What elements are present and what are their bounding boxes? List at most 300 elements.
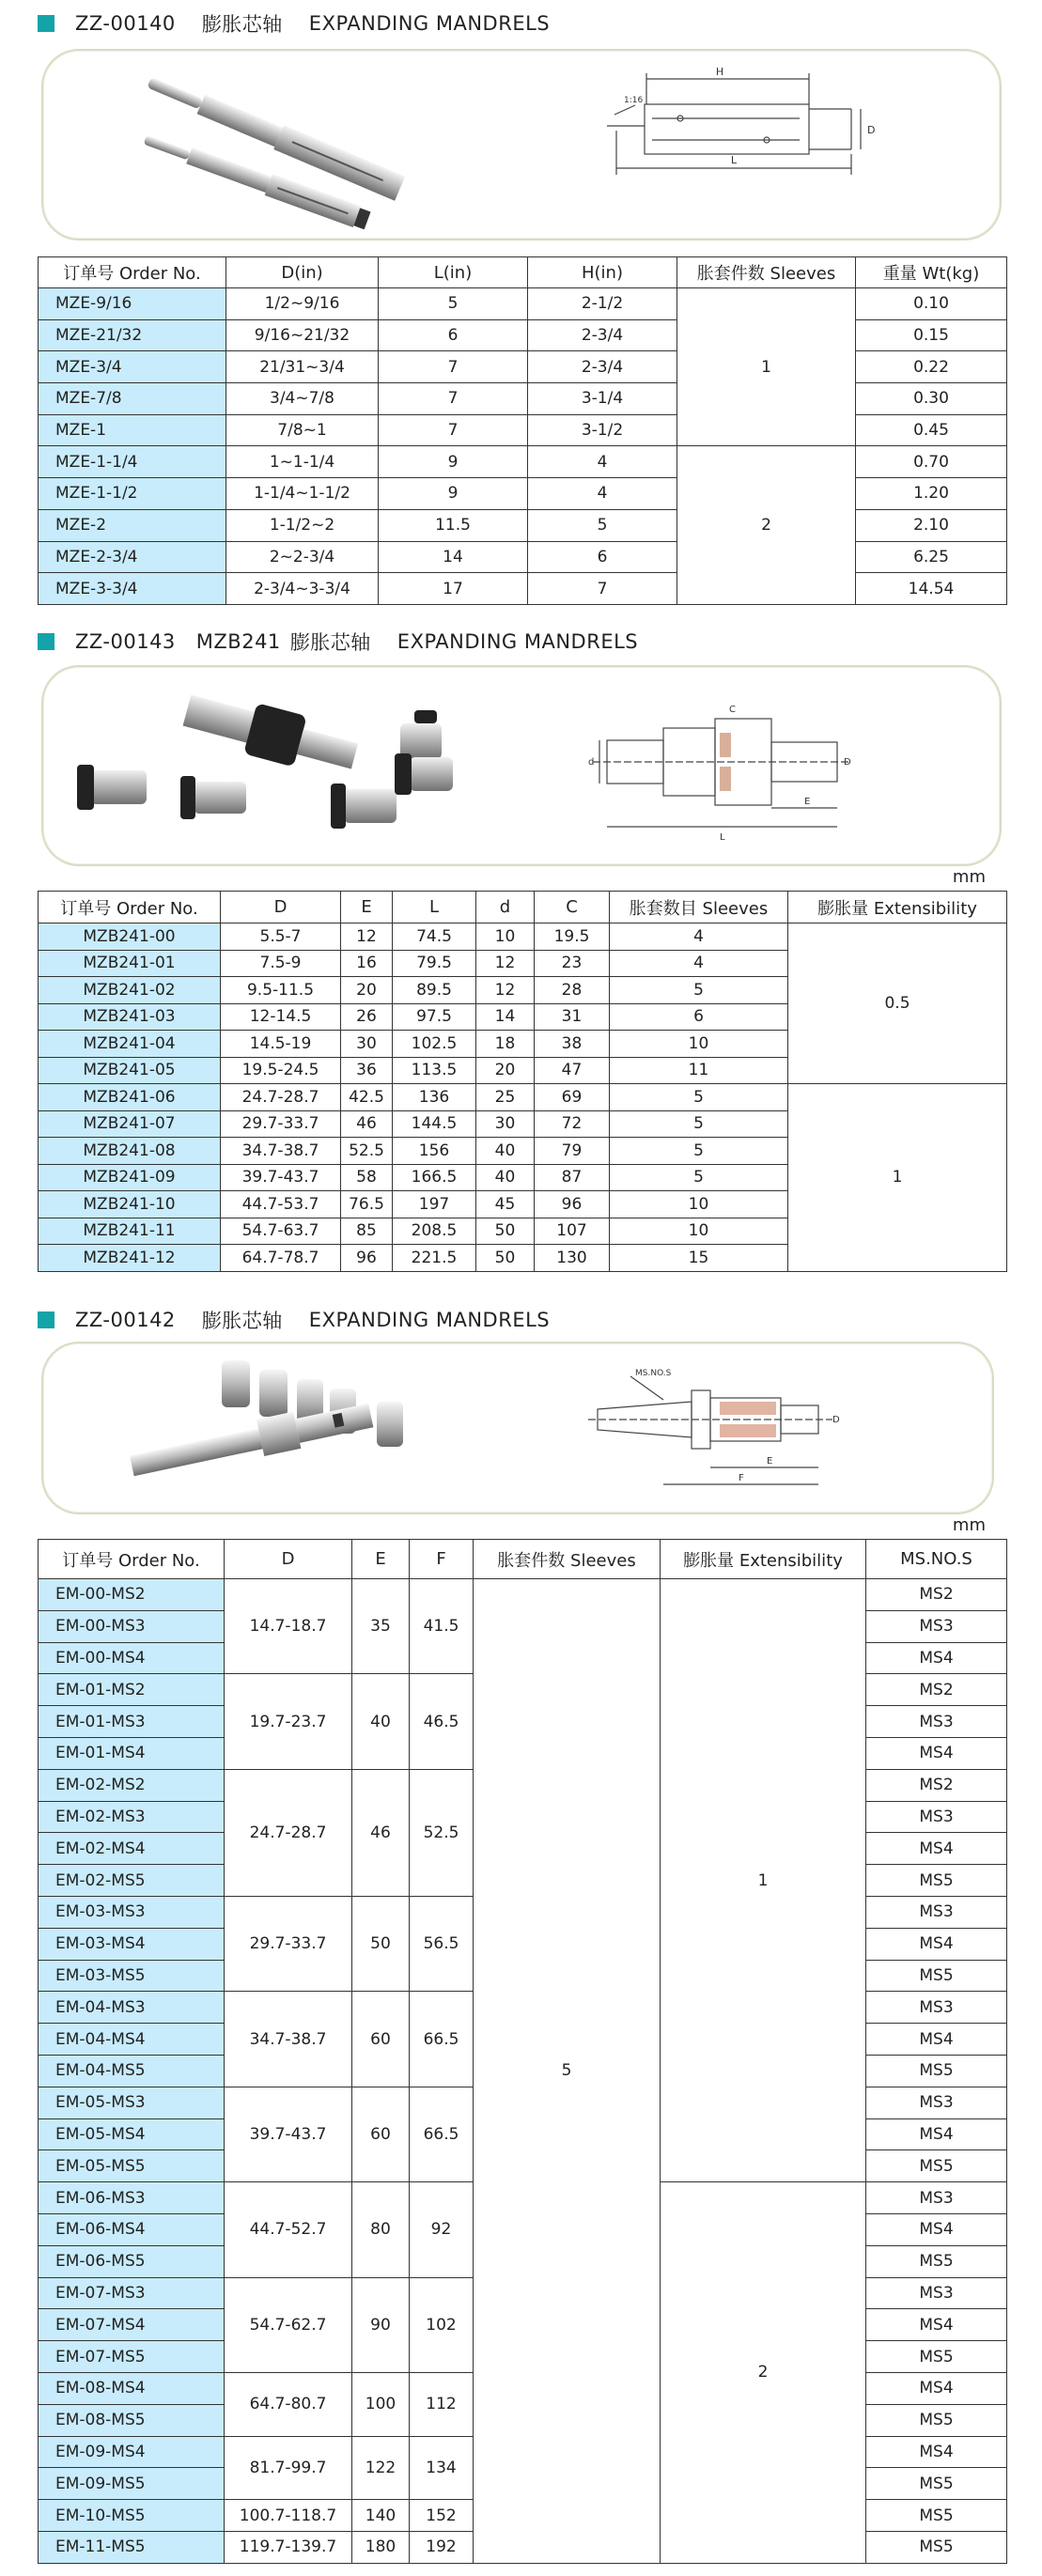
dim-label-ms: MS.NO.S: [635, 1369, 672, 1378]
extensibility-cell: 0.5: [788, 923, 1007, 1084]
ms-no-cell: MS5: [866, 2055, 1007, 2087]
e-cell: 35: [352, 1579, 410, 1674]
small-d-cell: 18: [476, 1031, 535, 1058]
e-cell: 96: [341, 1245, 393, 1272]
order-no-cell: EM-06-MS4: [39, 2213, 225, 2245]
technical-drawing-mandrel: [579, 51, 973, 239]
l-cell: 5: [379, 288, 528, 320]
c-cell: 19.5: [535, 923, 610, 951]
product-panel-zz00142: [41, 1342, 994, 1514]
l-cell: 6: [379, 319, 528, 351]
small-d-cell: 30: [476, 1110, 535, 1138]
sleeves-cell: 5: [610, 1138, 788, 1165]
order-no-cell: EM-05-MS3: [39, 2087, 225, 2118]
l-cell: 9: [379, 446, 528, 478]
d-cell: 29.7-33.7: [221, 1110, 341, 1138]
l-cell: 102.5: [393, 1031, 476, 1058]
order-no-cell: EM-00-MS2: [39, 1579, 225, 1611]
d-cell: 54.7-63.7: [221, 1218, 341, 1245]
d-cell: 24.7-28.7: [221, 1084, 341, 1111]
table-row: [39, 1579, 1007, 1611]
small-d-cell: 10: [476, 923, 535, 951]
extensibility-cell: 1: [661, 1579, 866, 2182]
table-row: [39, 478, 1007, 510]
d-cell: 14.5-19: [221, 1031, 341, 1058]
f-cell: 192: [410, 2531, 474, 2563]
header-ms-no: MS.NO.S: [866, 1540, 1007, 1579]
product-photo-mzb241-set: [43, 667, 569, 864]
d-cell: 3/4~7/8: [226, 383, 379, 415]
ms-no-cell: MS5: [866, 2500, 1007, 2532]
header-e: E: [352, 1540, 410, 1579]
sleeves-cell: 4: [610, 923, 788, 951]
ms-no-cell: MS3: [866, 2087, 1007, 2118]
order-no-cell: MZB241-04: [39, 1031, 221, 1058]
h-cell: 2-3/4: [528, 351, 677, 383]
dim-label-c: C: [729, 705, 736, 715]
table-row: [39, 288, 1007, 320]
c-cell: 28: [535, 977, 610, 1004]
technical-drawing-mzb241: [579, 667, 973, 864]
ms-no-cell: MS3: [866, 1706, 1007, 1738]
l-cell: 14: [379, 541, 528, 573]
header-extensibility: 膨胀量 Extensibility: [788, 892, 1007, 923]
order-no-cell: EM-04-MS3: [39, 1992, 225, 2024]
c-cell: 79: [535, 1138, 610, 1165]
ms-no-cell: MS4: [866, 2309, 1007, 2341]
header-d: D: [221, 892, 341, 923]
l-cell: 9: [379, 478, 528, 510]
dim-label-d: D: [867, 124, 876, 136]
section-code: ZZ-00142: [75, 1309, 176, 1331]
weight-cell: 0.22: [856, 351, 1007, 383]
h-cell: 7: [528, 573, 677, 605]
dim-label-taper: 1:16: [624, 96, 644, 105]
d-cell: 24.7-28.7: [225, 1769, 352, 1896]
d-cell: 54.7-62.7: [225, 2277, 352, 2372]
header-l: L(in): [379, 257, 528, 288]
d-cell: 34.7-38.7: [221, 1138, 341, 1165]
header-d: D(in): [226, 257, 379, 288]
h-cell: 4: [528, 446, 677, 478]
sleeves-cell: 2: [677, 446, 856, 604]
header-sleeves: 胀套件数 Sleeves: [474, 1540, 661, 1579]
order-no-cell: EM-01-MS3: [39, 1706, 225, 1738]
d-cell: 64.7-78.7: [221, 1245, 341, 1272]
ms-no-cell: MS5: [866, 2341, 1007, 2373]
ms-no-cell: MS2: [866, 1674, 1007, 1706]
header-d: D: [225, 1540, 352, 1579]
f-cell: 66.5: [410, 1992, 474, 2087]
order-no-cell: EM-03-MS4: [39, 1928, 225, 1960]
order-no-cell: MZB241-11: [39, 1218, 221, 1245]
table-row: [39, 414, 1007, 446]
weight-cell: 2.10: [856, 509, 1007, 541]
e-cell: 50: [352, 1896, 410, 1991]
f-cell: 152: [410, 2500, 474, 2532]
f-cell: 56.5: [410, 1896, 474, 1991]
ms-no-cell: MS3: [866, 2277, 1007, 2309]
header-e: E: [341, 892, 393, 923]
l-cell: 144.5: [393, 1110, 476, 1138]
ms-no-cell: MS3: [866, 2182, 1007, 2214]
e-cell: 122: [352, 2436, 410, 2500]
order-no-cell: MZB241-07: [39, 1110, 221, 1138]
order-no-cell: MZE-7/8: [39, 383, 226, 415]
f-cell: 134: [410, 2436, 474, 2500]
ms-no-cell: MS3: [866, 1801, 1007, 1833]
e-cell: 40: [352, 1674, 410, 1769]
d-cell: 7/8~1: [226, 414, 379, 446]
small-d-cell: 12: [476, 950, 535, 977]
l-cell: 79.5: [393, 950, 476, 977]
order-no-cell: MZE-3/4: [39, 351, 226, 383]
sleeves-cell: 5: [610, 977, 788, 1004]
header-order-no: 订单号 Order No.: [39, 1540, 225, 1579]
l-cell: 17: [379, 573, 528, 605]
table-header-row: [39, 1540, 1007, 1579]
small-d-cell: 50: [476, 1218, 535, 1245]
order-no-cell: EM-00-MS4: [39, 1642, 225, 1674]
f-cell: 112: [410, 2372, 474, 2436]
order-no-cell: MZE-1: [39, 414, 226, 446]
c-cell: 107: [535, 1218, 610, 1245]
header-f: F: [410, 1540, 474, 1579]
h-cell: 6: [528, 541, 677, 573]
order-no-cell: MZE-3-3/4: [39, 573, 226, 605]
ms-no-cell: MS4: [866, 1737, 1007, 1769]
order-no-cell: EM-03-MS3: [39, 1896, 225, 1928]
order-no-cell: MZB241-06: [39, 1084, 221, 1111]
dim-label-f: F: [739, 1473, 744, 1483]
order-no-cell: EM-02-MS5: [39, 1865, 225, 1897]
order-no-cell: EM-09-MS4: [39, 2436, 225, 2468]
d-cell: 64.7-80.7: [225, 2372, 352, 2436]
e-cell: 60: [352, 1992, 410, 2087]
e-cell: 58: [341, 1164, 393, 1191]
h-cell: 2-3/4: [528, 319, 677, 351]
order-no-cell: MZE-2-3/4: [39, 541, 226, 573]
section-marker-icon: [38, 1311, 54, 1328]
ms-no-cell: MS5: [866, 1865, 1007, 1897]
order-no-cell: EM-02-MS3: [39, 1801, 225, 1833]
section-marker-icon: [38, 15, 54, 32]
c-cell: 31: [535, 1003, 610, 1031]
c-cell: 47: [535, 1057, 610, 1084]
dim-label-e: E: [767, 1456, 773, 1466]
section-name-cn: 膨胀芯轴: [289, 631, 371, 654]
l-cell: 136: [393, 1084, 476, 1111]
dim-label-e: E: [804, 797, 811, 807]
small-d-cell: 40: [476, 1164, 535, 1191]
d-cell: 29.7-33.7: [225, 1896, 352, 1991]
order-no-cell: MZE-21/32: [39, 319, 226, 351]
sleeves-cell: 10: [610, 1218, 788, 1245]
table-row: [39, 541, 1007, 573]
e-cell: 85: [341, 1218, 393, 1245]
order-no-cell: EM-07-MS4: [39, 2309, 225, 2341]
section-name-cn: 膨胀芯轴: [201, 13, 283, 36]
h-cell: 2-1/2: [528, 288, 677, 320]
d-cell: 44.7-53.7: [221, 1191, 341, 1218]
order-no-cell: MZB241-01: [39, 950, 221, 977]
l-cell: 74.5: [393, 923, 476, 951]
l-cell: 156: [393, 1138, 476, 1165]
d-cell: 81.7-99.7: [225, 2436, 352, 2500]
section-model: MZB241: [195, 630, 281, 653]
ms-no-cell: MS3: [866, 1992, 1007, 2024]
ms-no-cell: MS3: [866, 1610, 1007, 1642]
e-cell: 52.5: [341, 1138, 393, 1165]
order-no-cell: EM-08-MS4: [39, 2372, 225, 2404]
d-cell: 7.5-9: [221, 950, 341, 977]
d-cell: 39.7-43.7: [221, 1164, 341, 1191]
sleeves-cell: 5: [474, 1579, 661, 2564]
order-no-cell: EM-04-MS5: [39, 2055, 225, 2087]
section-name-en: EXPANDING MANDRELS: [397, 630, 639, 653]
weight-cell: 0.30: [856, 383, 1007, 415]
section-name-en: EXPANDING MANDRELS: [308, 1309, 551, 1331]
ms-no-cell: MS4: [866, 2024, 1007, 2056]
l-cell: 113.5: [393, 1057, 476, 1084]
section-title-zz00142: [38, 1306, 550, 1334]
ms-no-cell: MS4: [866, 2118, 1007, 2150]
d-cell: 44.7-52.7: [225, 2182, 352, 2277]
d-cell: 19.7-23.7: [225, 1674, 352, 1769]
e-cell: 20: [341, 977, 393, 1004]
ms-no-cell: MS5: [866, 1960, 1007, 1992]
l-cell: 166.5: [393, 1164, 476, 1191]
h-cell: 3-1/4: [528, 383, 677, 415]
ms-no-cell: MS4: [866, 2372, 1007, 2404]
product-photo-em-mandrel: [43, 1343, 569, 1513]
header-small-d: d: [476, 892, 535, 923]
d-cell: 12-14.5: [221, 1003, 341, 1031]
e-cell: 36: [341, 1057, 393, 1084]
e-cell: 80: [352, 2182, 410, 2277]
dim-label-l: L: [730, 154, 738, 166]
f-cell: 52.5: [410, 1769, 474, 1896]
order-no-cell: MZB241-09: [39, 1164, 221, 1191]
weight-cell: 0.70: [856, 446, 1007, 478]
table-row: [39, 319, 1007, 351]
header-sleeves: 胀套件数 Sleeves: [677, 257, 856, 288]
sleeves-cell: 6: [610, 1003, 788, 1031]
small-d-cell: 40: [476, 1138, 535, 1165]
header-weight: 重量 Wt(kg): [856, 257, 1007, 288]
e-cell: 12: [341, 923, 393, 951]
header-sleeves: 胀套数目 Sleeves: [610, 892, 788, 923]
c-cell: 69: [535, 1084, 610, 1111]
e-cell: 76.5: [341, 1191, 393, 1218]
l-cell: 208.5: [393, 1218, 476, 1245]
section-title-zz00140: [38, 9, 550, 38]
f-cell: 46.5: [410, 1674, 474, 1769]
section-title-zz00143: [38, 628, 638, 656]
e-cell: 16: [341, 950, 393, 977]
ms-no-cell: MS3: [866, 1896, 1007, 1928]
h-cell: 4: [528, 478, 677, 510]
l-cell: 7: [379, 414, 528, 446]
weight-cell: 0.45: [856, 414, 1007, 446]
c-cell: 96: [535, 1191, 610, 1218]
order-no-cell: EM-00-MS3: [39, 1610, 225, 1642]
weight-cell: 14.54: [856, 573, 1007, 605]
l-cell: 7: [379, 351, 528, 383]
technical-drawing-em: [569, 1343, 964, 1513]
order-no-cell: EM-10-MS5: [39, 2500, 225, 2532]
table-header-row: [39, 257, 1007, 288]
order-no-cell: MZE-1-1/4: [39, 446, 226, 478]
order-no-cell: EM-08-MS5: [39, 2404, 225, 2436]
order-no-cell: MZE-9/16: [39, 288, 226, 320]
d-cell: 19.5-24.5: [221, 1057, 341, 1084]
d-cell: 9/16~21/32: [226, 319, 379, 351]
ms-no-cell: MS4: [866, 2213, 1007, 2245]
order-no-cell: EM-04-MS4: [39, 2024, 225, 2056]
l-cell: 7: [379, 383, 528, 415]
d-cell: 9.5-11.5: [221, 977, 341, 1004]
order-no-cell: EM-06-MS3: [39, 2182, 225, 2214]
ms-no-cell: MS4: [866, 1642, 1007, 1674]
ms-no-cell: MS2: [866, 1579, 1007, 1611]
order-no-cell: MZB241-12: [39, 1245, 221, 1272]
header-c: C: [535, 892, 610, 923]
order-no-cell: EM-06-MS5: [39, 2245, 225, 2277]
section-code: ZZ-00143: [75, 630, 176, 653]
f-cell: 102: [410, 2277, 474, 2372]
l-cell: 221.5: [393, 1245, 476, 1272]
order-no-cell: MZB241-08: [39, 1138, 221, 1165]
l-cell: 97.5: [393, 1003, 476, 1031]
spec-table-zz00140: [38, 256, 1007, 605]
d-cell: 2-3/4~3-3/4: [226, 573, 379, 605]
e-cell: 90: [352, 2277, 410, 2372]
c-cell: 130: [535, 1245, 610, 1272]
weight-cell: 0.15: [856, 319, 1007, 351]
header-order-no: 订单号 Order No.: [39, 257, 226, 288]
l-cell: 197: [393, 1191, 476, 1218]
spec-table-zz00142: [38, 1539, 1007, 2564]
order-no-cell: EM-11-MS5: [39, 2531, 225, 2563]
table-row: [39, 1084, 1007, 1111]
table-row: [39, 446, 1007, 478]
e-cell: 100: [352, 2372, 410, 2436]
order-no-cell: MZB241-03: [39, 1003, 221, 1031]
weight-cell: 0.10: [856, 288, 1007, 320]
order-no-cell: MZE-2: [39, 509, 226, 541]
d-cell: 39.7-43.7: [225, 2087, 352, 2181]
product-panel-zz00140: [41, 49, 1002, 241]
sleeves-cell: 5: [610, 1084, 788, 1111]
table-row: [39, 383, 1007, 415]
section-name-en: EXPANDING MANDRELS: [308, 12, 551, 35]
ms-no-cell: MS5: [866, 2404, 1007, 2436]
sleeves-cell: 10: [610, 1191, 788, 1218]
d-cell: 2~2-3/4: [226, 541, 379, 573]
weight-cell: 6.25: [856, 541, 1007, 573]
small-d-cell: 45: [476, 1191, 535, 1218]
header-order-no: 订单号 Order No.: [39, 892, 221, 923]
order-no-cell: EM-01-MS2: [39, 1674, 225, 1706]
spec-table-zz00143: [38, 891, 1007, 1272]
order-no-cell: EM-09-MS5: [39, 2468, 225, 2500]
sleeves-cell: 11: [610, 1057, 788, 1084]
unit-label: mm: [952, 867, 986, 887]
dim-label-big-d: D: [844, 757, 851, 768]
f-cell: 92: [410, 2182, 474, 2277]
ms-no-cell: MS4: [866, 1928, 1007, 1960]
d-cell: 1-1/4~1-1/2: [226, 478, 379, 510]
sleeves-cell: 10: [610, 1031, 788, 1058]
sleeves-cell: 1: [677, 288, 856, 446]
sleeves-cell: 4: [610, 950, 788, 977]
table-row: [39, 573, 1007, 605]
order-no-cell: MZB241-00: [39, 923, 221, 951]
small-d-cell: 20: [476, 1057, 535, 1084]
header-h: H(in): [528, 257, 677, 288]
c-cell: 87: [535, 1164, 610, 1191]
ms-no-cell: MS5: [866, 2245, 1007, 2277]
e-cell: 46: [352, 1769, 410, 1896]
c-cell: 23: [535, 950, 610, 977]
order-no-cell: MZB241-05: [39, 1057, 221, 1084]
c-cell: 72: [535, 1110, 610, 1138]
ms-no-cell: MS4: [866, 2436, 1007, 2468]
extensibility-cell: 2: [661, 2182, 866, 2564]
sleeves-cell: 5: [610, 1164, 788, 1191]
h-cell: 3-1/2: [528, 414, 677, 446]
dim-label-l: L: [720, 832, 725, 843]
product-panel-zz00143: [41, 665, 1002, 866]
ms-no-cell: MS5: [866, 2531, 1007, 2563]
ms-no-cell: MS5: [866, 2468, 1007, 2500]
order-no-cell: MZB241-02: [39, 977, 221, 1004]
order-no-cell: EM-07-MS5: [39, 2341, 225, 2373]
small-d-cell: 12: [476, 977, 535, 1004]
table-row: [39, 509, 1007, 541]
table-header-row: [39, 892, 1007, 923]
ms-no-cell: MS5: [866, 2150, 1007, 2182]
ms-no-cell: MS4: [866, 1833, 1007, 1865]
e-cell: 26: [341, 1003, 393, 1031]
section-code: ZZ-00140: [75, 12, 176, 35]
order-no-cell: EM-07-MS3: [39, 2277, 225, 2309]
order-no-cell: EM-05-MS5: [39, 2150, 225, 2182]
order-no-cell: EM-05-MS4: [39, 2118, 225, 2150]
e-cell: 140: [352, 2500, 410, 2532]
unit-label: mm: [952, 1515, 986, 1535]
e-cell: 42.5: [341, 1084, 393, 1111]
d-cell: 14.7-18.7: [225, 1579, 352, 1674]
small-d-cell: 14: [476, 1003, 535, 1031]
small-d-cell: 50: [476, 1245, 535, 1272]
f-cell: 41.5: [410, 1579, 474, 1674]
l-cell: 11.5: [379, 509, 528, 541]
dim-label-h: H: [715, 66, 724, 78]
d-cell: 1-1/2~2: [226, 509, 379, 541]
dim-label-d: D: [832, 1415, 840, 1425]
weight-cell: 1.20: [856, 478, 1007, 510]
small-d-cell: 25: [476, 1084, 535, 1111]
d-cell: 5.5-7: [221, 923, 341, 951]
section-marker-icon: [38, 633, 54, 650]
sleeves-cell: 5: [610, 1110, 788, 1138]
c-cell: 38: [535, 1031, 610, 1058]
order-no-cell: EM-02-MS2: [39, 1769, 225, 1801]
h-cell: 5: [528, 509, 677, 541]
extensibility-cell: 1: [788, 1084, 1007, 1272]
